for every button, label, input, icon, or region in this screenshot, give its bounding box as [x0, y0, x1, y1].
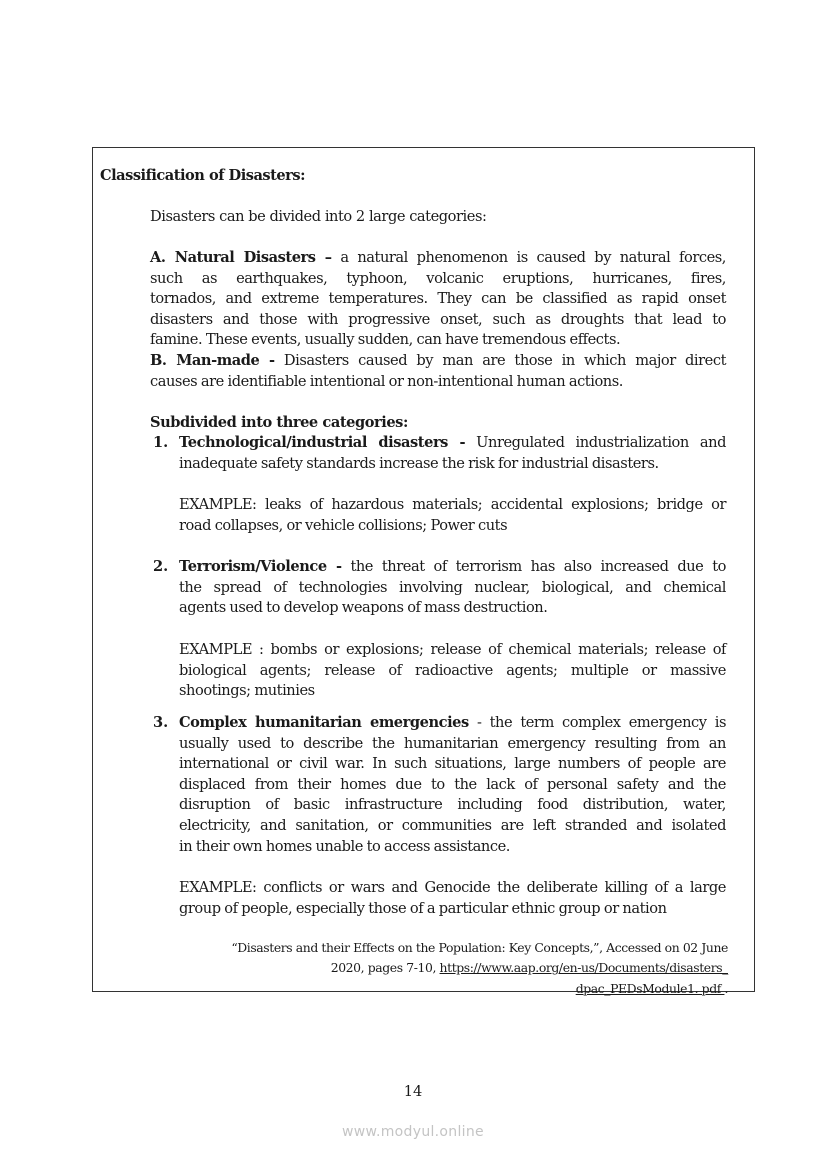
citation-line	[231, 979, 728, 999]
citation-link[interactable]: https://www.aap.org/en-us/Documents/disasters_	[439, 960, 728, 976]
natural-line: such as earthquakes, typhoon, volcanic eruptions, hurricanes, fires,	[150, 269, 726, 287]
category-line: inadequate safety standards increase the risk for industrial disasters.	[179, 454, 659, 472]
category-example	[179, 640, 726, 702]
citation-suffix: .	[724, 980, 728, 996]
manmade-label: B. Man-made -	[150, 352, 275, 369]
category-number: 3.	[153, 714, 169, 731]
category-title: Complex humanitarian emergencies	[179, 714, 469, 731]
intro-text: Disasters can be divided into 2 large categories:	[150, 208, 487, 225]
category-line: Unregulated industrialization and	[465, 434, 727, 451]
category-title: Terrorism/Violence -	[179, 558, 342, 575]
watermark: www.modyul.online	[342, 1124, 484, 1140]
category-example	[179, 495, 726, 536]
citation-link-continued[interactable]: dpac_PEDsModule1. pdf	[575, 980, 725, 996]
category-line: disruption of basic infrastructure including food distribution, water,	[179, 796, 726, 814]
citation-line: “Disasters and their Effects on the Population: Key Concepts,”, Accessed on 02 June	[231, 940, 728, 955]
citation-prefix: 2020, pages 7-10,	[330, 960, 440, 976]
category-line: - the term complex emergency is	[468, 714, 726, 731]
example-line: EXAMPLE : bombs or explosions; release of chemical materials; release of	[179, 641, 726, 658]
category-line: in their own homes unable to access assistance.	[179, 837, 510, 855]
category-line: electricity, and sanitation, or communities are left stranded and isolated	[179, 816, 726, 834]
example-line: EXAMPLE: conflicts or wars and Genocide the deliberate killing of a large	[179, 879, 726, 896]
category-line: international or civil war. In such situations, large numbers of people are	[179, 755, 726, 773]
natural-disasters-label: A. Natural Disasters –	[150, 249, 332, 266]
category-complex-emergencies	[179, 713, 726, 857]
category-title: Technological/industrial disasters -	[179, 434, 466, 451]
example-line: shootings; mutinies	[179, 682, 315, 700]
natural-disasters-paragraph	[150, 248, 726, 351]
example-line: biological agents; release of radioactive agents; multiple or massive	[179, 661, 726, 679]
category-number: 2.	[153, 558, 169, 575]
citation	[231, 938, 728, 999]
category-terrorism	[179, 557, 726, 619]
example-line: EXAMPLE: leaks of hazardous materials; accidental explosions; bridge or	[179, 496, 726, 513]
category-number: 1.	[153, 434, 169, 451]
manmade-line: causes are identifiable intentional or non-intentional human actions.	[150, 372, 623, 390]
category-line: the spread of technologies involving nuclear, biological, and chemical	[179, 578, 726, 596]
natural-line: a natural phenomenon is caused by natural forces,	[331, 249, 726, 266]
example-line: road collapses, or vehicle collisions; Power cuts	[179, 516, 508, 534]
category-line: agents used to develop weapons of mass destruction.	[179, 599, 548, 617]
page-number: 14	[403, 1083, 423, 1100]
category-example	[179, 878, 726, 919]
category-line: the threat of terrorism has also increased due to	[341, 558, 726, 575]
subheading: Subdivided into three categories:	[150, 414, 408, 431]
section-heading: Classification of Disasters:	[100, 167, 305, 184]
natural-line: famine. These events, usually sudden, can have tremendous effects.	[150, 331, 621, 349]
manmade-disasters-paragraph	[150, 351, 726, 392]
manmade-line: Disasters caused by man are those in which major direct	[274, 352, 726, 369]
citation-line	[231, 958, 728, 978]
natural-line: disasters and those with progressive onset, such as droughts that lead to	[150, 310, 726, 328]
category-line: usually used to describe the humanitarian emergency resulting from an	[179, 734, 726, 752]
category-line: displaced from their homes due to the lack of personal safety and the	[179, 775, 726, 793]
example-line: group of people, especially those of a particular ethnic group or nation	[179, 899, 667, 917]
natural-line: tornados, and extreme temperatures. They can be classified as rapid onset	[150, 290, 726, 308]
category-technological	[179, 433, 726, 474]
